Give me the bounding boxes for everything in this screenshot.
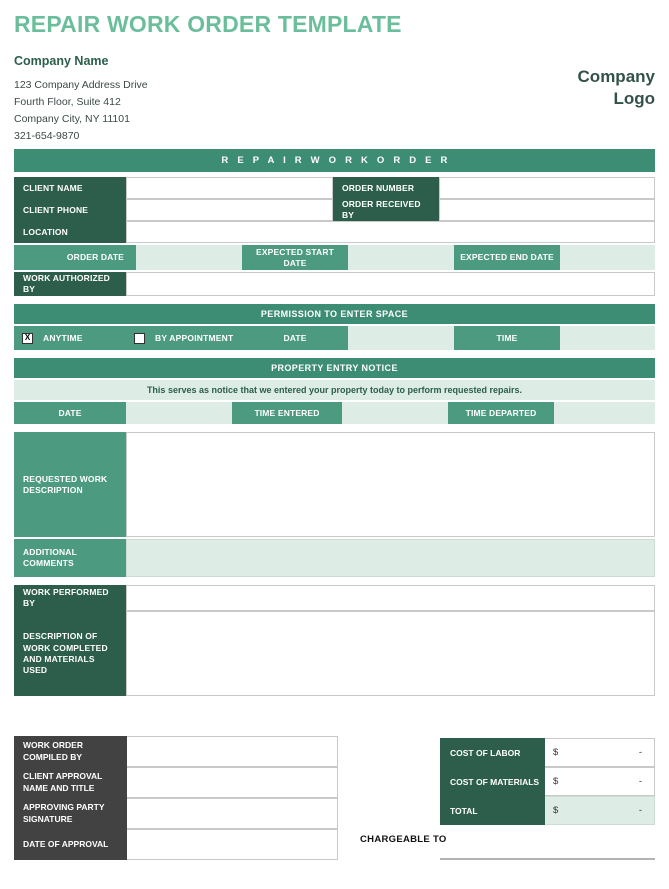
cost-table: [440, 738, 655, 825]
order-number-label: ORDER NUMBER: [333, 177, 439, 199]
work-performed-by-input[interactable]: [126, 585, 655, 611]
work-performed-by-label: WORK PERFORMED BY: [14, 585, 126, 611]
row-requested-work: [14, 432, 655, 537]
additional-comments-input[interactable]: [126, 539, 655, 577]
row-date-of-approval: [14, 829, 338, 860]
anytime-checkbox-icon[interactable]: X: [22, 333, 33, 344]
compiled-by-input[interactable]: [127, 736, 338, 767]
entry-date-input[interactable]: [126, 402, 232, 424]
company-address-line-3: Company City, NY 11101: [14, 113, 130, 126]
row-work-authorized-by: [14, 272, 655, 296]
work-authorized-by-label: WORK AUTHORIZED BY: [14, 272, 126, 296]
row-location: [14, 221, 655, 243]
client-name-input[interactable]: [126, 177, 333, 199]
entry-date-label: DATE: [14, 402, 126, 424]
anytime-checkbox-cell[interactable]: [14, 326, 126, 350]
company-phone: 321-654-9870: [14, 130, 80, 143]
expected-start-date-label: EXPECTED START DATE: [242, 245, 348, 270]
row-dates: [14, 245, 655, 270]
row-client-phone: [14, 199, 655, 221]
cost-of-materials-currency: $: [553, 776, 559, 787]
property-entry-notice-text: This serves as notice that we entered your property today to perform requested repairs.: [14, 380, 655, 400]
cost-of-materials-value[interactable]: [545, 767, 655, 796]
company-logo-line-1: Company: [577, 67, 655, 87]
cost-of-labor-value[interactable]: [545, 738, 655, 767]
company-logo-line-2: Logo: [613, 88, 655, 108]
row-compiled-by: [14, 736, 338, 767]
description-completed-label: DESCRIPTION OF WORK COMPLETED AND MATERIALS USED: [14, 611, 126, 696]
permission-time-input[interactable]: [560, 326, 655, 350]
company-address-line-2: Fourth Floor, Suite 412: [14, 96, 121, 109]
company-logo: [435, 66, 655, 109]
order-number-input[interactable]: [439, 177, 655, 199]
requested-work-input[interactable]: [126, 432, 655, 537]
order-received-by-input[interactable]: [439, 199, 655, 221]
expected-end-date-input[interactable]: [560, 245, 655, 270]
client-name-label: CLIENT NAME: [14, 177, 126, 199]
description-completed-input[interactable]: [126, 611, 655, 696]
order-date-input[interactable]: [136, 245, 242, 270]
order-received-by-label: ORDER RECEIVED BY: [333, 199, 439, 221]
time-entered-input[interactable]: [342, 402, 448, 424]
time-entered-label: TIME ENTERED: [232, 402, 342, 424]
signature-label: APPROVING PARTY SIGNATURE: [14, 798, 127, 829]
row-cost-of-materials: [440, 767, 655, 796]
date-of-approval-input[interactable]: [127, 829, 338, 860]
order-date-label: ORDER DATE: [14, 245, 136, 270]
compiled-by-label: WORK ORDER COMPILED BY: [14, 736, 127, 767]
signature-input[interactable]: [127, 798, 338, 829]
company-header: [14, 54, 655, 149]
approval-block: [14, 736, 338, 860]
row-additional-comments: [14, 539, 655, 577]
row-client-name: [14, 177, 655, 199]
time-departed-input[interactable]: [554, 402, 655, 424]
date-of-approval-label: DATE OF APPROVAL: [14, 829, 127, 860]
by-appointment-checkbox-cell[interactable]: [126, 326, 242, 350]
row-client-approval: [14, 767, 338, 798]
requested-work-label: REQUESTED WORK DESCRIPTION: [14, 432, 126, 537]
work-order-band-title: R E P A I R W O R K O R D E R: [14, 149, 655, 172]
cost-of-labor-label: COST OF LABOR: [440, 738, 545, 767]
work-authorized-by-input[interactable]: [126, 272, 655, 296]
location-label: LOCATION: [14, 221, 126, 243]
by-appointment-label: BY APPOINTMENT: [155, 333, 234, 344]
cost-of-labor-amount: -: [638, 747, 642, 758]
anytime-label: ANYTIME: [43, 333, 83, 344]
row-total: [440, 796, 655, 825]
total-amount: -: [638, 805, 642, 816]
client-phone-label: CLIENT PHONE: [14, 199, 126, 221]
company-name: Company Name: [14, 54, 109, 69]
by-appointment-checkbox-icon[interactable]: [134, 333, 145, 344]
total-value[interactable]: [545, 796, 655, 825]
chargeable-to-input[interactable]: [440, 858, 655, 860]
cost-of-labor-currency: $: [553, 747, 559, 758]
row-work-performed-by: [14, 585, 655, 611]
total-label: TOTAL: [440, 796, 545, 825]
row-signature: [14, 798, 338, 829]
row-cost-of-labor: [440, 738, 655, 767]
client-approval-label: CLIENT APPROVAL NAME AND TITLE: [14, 767, 127, 798]
time-departed-label: TIME DEPARTED: [448, 402, 554, 424]
company-address-line-1: 123 Company Address Drive: [14, 79, 148, 92]
client-approval-input[interactable]: [127, 767, 338, 798]
chargeable-to-label: CHARGEABLE TO: [360, 834, 447, 845]
permission-date-label: DATE: [242, 326, 348, 350]
cost-of-materials-label: COST OF MATERIALS: [440, 767, 545, 796]
client-phone-input[interactable]: [126, 199, 333, 221]
additional-comments-label: ADDITIONAL COMMENTS: [14, 539, 126, 577]
location-input[interactable]: [126, 221, 655, 243]
row-permission: [14, 326, 655, 350]
property-entry-band-title: PROPERTY ENTRY NOTICE: [14, 358, 655, 378]
expected-end-date-label: EXPECTED END DATE: [454, 245, 560, 270]
total-currency: $: [553, 805, 559, 816]
permission-time-label: TIME: [454, 326, 560, 350]
permission-date-input[interactable]: [348, 326, 454, 350]
cost-of-materials-amount: -: [638, 776, 642, 787]
page-title: REPAIR WORK ORDER TEMPLATE: [14, 11, 402, 37]
row-description-completed: [14, 611, 655, 696]
expected-start-date-input[interactable]: [348, 245, 454, 270]
permission-band-title: PERMISSION TO ENTER SPACE: [14, 304, 655, 324]
row-property-entry: [14, 402, 655, 424]
